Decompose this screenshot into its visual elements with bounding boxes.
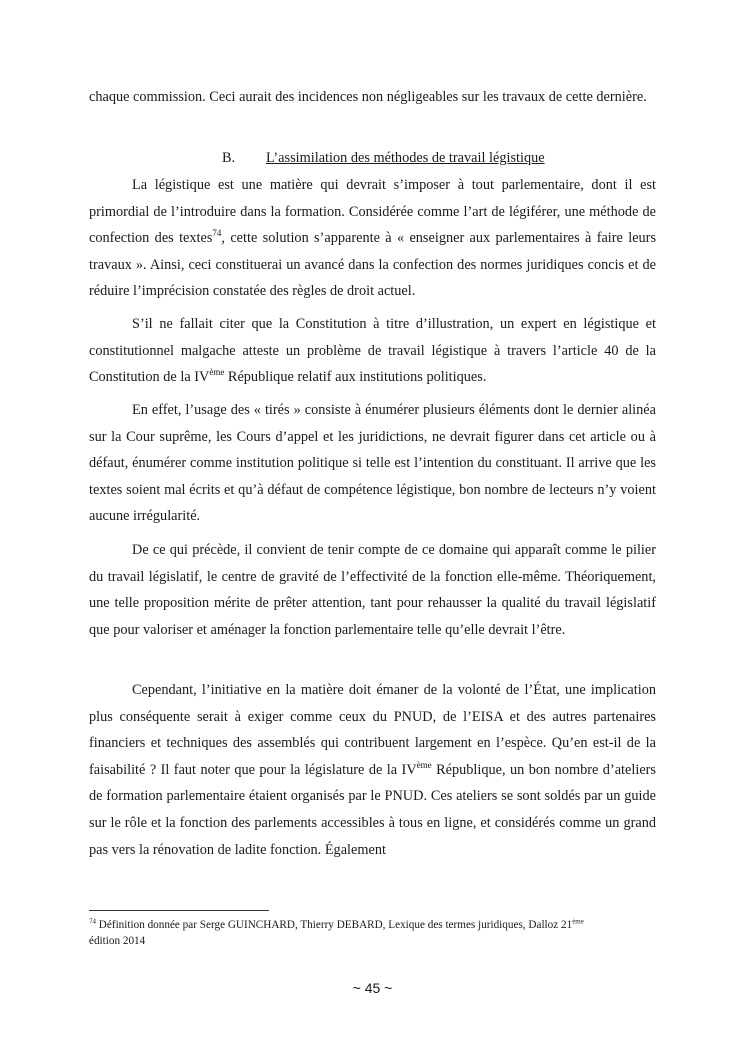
footnote-text: Définition donnée par Serge GUINCHARD, Thierry DEBARD, Lexique des termes juridiques, Dalloz 21 (96, 919, 573, 931)
paragraph-text: République relatif aux institutions politiques. (224, 369, 487, 386)
footnote (89, 917, 659, 949)
section-letter: B. (222, 150, 236, 166)
footnote-reference: 74 (212, 228, 222, 239)
paragraph-text: République, un bon nombre d’ateliers de formation parlementaire étaient organisés par le PNUD. Ces ateliers se sont soldés par un guide sur le rôle et la fonction des parlements accessibles à tous en ligne, et considérés comme un grand pas vers la rénovation de ladite fonction. Également (89, 761, 656, 858)
paragraph-text: S’il ne fallait citer que la Constitution à titre d’illustration, un expert en légistique et constitutionnel malgache atteste un problème de travail légistique à travers l’article 40 de la Constitution de la IV (89, 316, 656, 386)
paragraph-constitution (89, 311, 656, 391)
footnote-separator (89, 910, 269, 911)
section-heading (222, 147, 622, 169)
top-paragraph: chaque commission. Ceci aurait des incidences non négligeables sur les travaux de cette dernière. (89, 89, 647, 105)
paragraph-initiative (89, 677, 656, 863)
footnote-number: 74 (89, 917, 96, 926)
paragraph-text: La légistique est une matière qui devrait s’imposer à tout parlementaire, dont il est primordial de l’introduire dans la formation. Considérée comme l’art de légiférer, une méthode de confection des textes (89, 177, 656, 247)
footnote-superscript: ème (572, 917, 584, 926)
paragraph-tires: En effet, l’usage des « tirés » consiste à énumérer plusieurs éléments dont le dernier alinéa sur la Cour suprême, les Cours d’appel et les juridictions, ne devrait figurer dans cet article ou à défaut, énumérer comme institution politique si telle est l’intention du constituant. Il arrive que les textes soient mal écrits et qu’à défaut de compétence légistique, bon nombre de lecteurs n’y voient aucune irrégularité. (89, 402, 656, 525)
paragraph-text: , cette solution s’apparente à « enseigner aux parlementaires à faire leurs travaux ». Ainsi, ceci constituerai un avancé dans la confection des normes juridiques concis et de réduire l’imprécision constatée des règles de droit actuel. (89, 230, 657, 300)
section-title: L’assimilation des méthodes de travail légistique (266, 150, 545, 166)
paragraph-domaine: De ce qui précède, il convient de tenir compte de ce domaine qui apparaît comme le pilier du travail législatif, le centre de gravité de l’effectivité de la fonction elle-même. Théoriquement, une telle proposition mérite de prêter attention, tant pour rehausser la qualité du travail législatif que pour valoriser et aménager la fonction parlementaire telle qu’elle devrait l’être. (89, 542, 656, 638)
footnote-text: édition 2014 (89, 935, 146, 947)
paragraph-legistique (89, 172, 656, 305)
page-number: ~ 45 ~ (352, 980, 393, 996)
superscript: ème (209, 367, 225, 378)
paragraph-text: Cependant, l’initiative en la matière doit émaner de la volonté de l’État, une implication plus conséquente serait à exiger comme ceux du PNUD, de l’EISA et des autres partenaires financiers et techniques des assemblés qui contribuent largement en l’espèce. Qu’en est-il de la faisabilité ? Il faut noter que pour la législature de la IV (89, 682, 656, 778)
superscript: ème (416, 760, 432, 771)
